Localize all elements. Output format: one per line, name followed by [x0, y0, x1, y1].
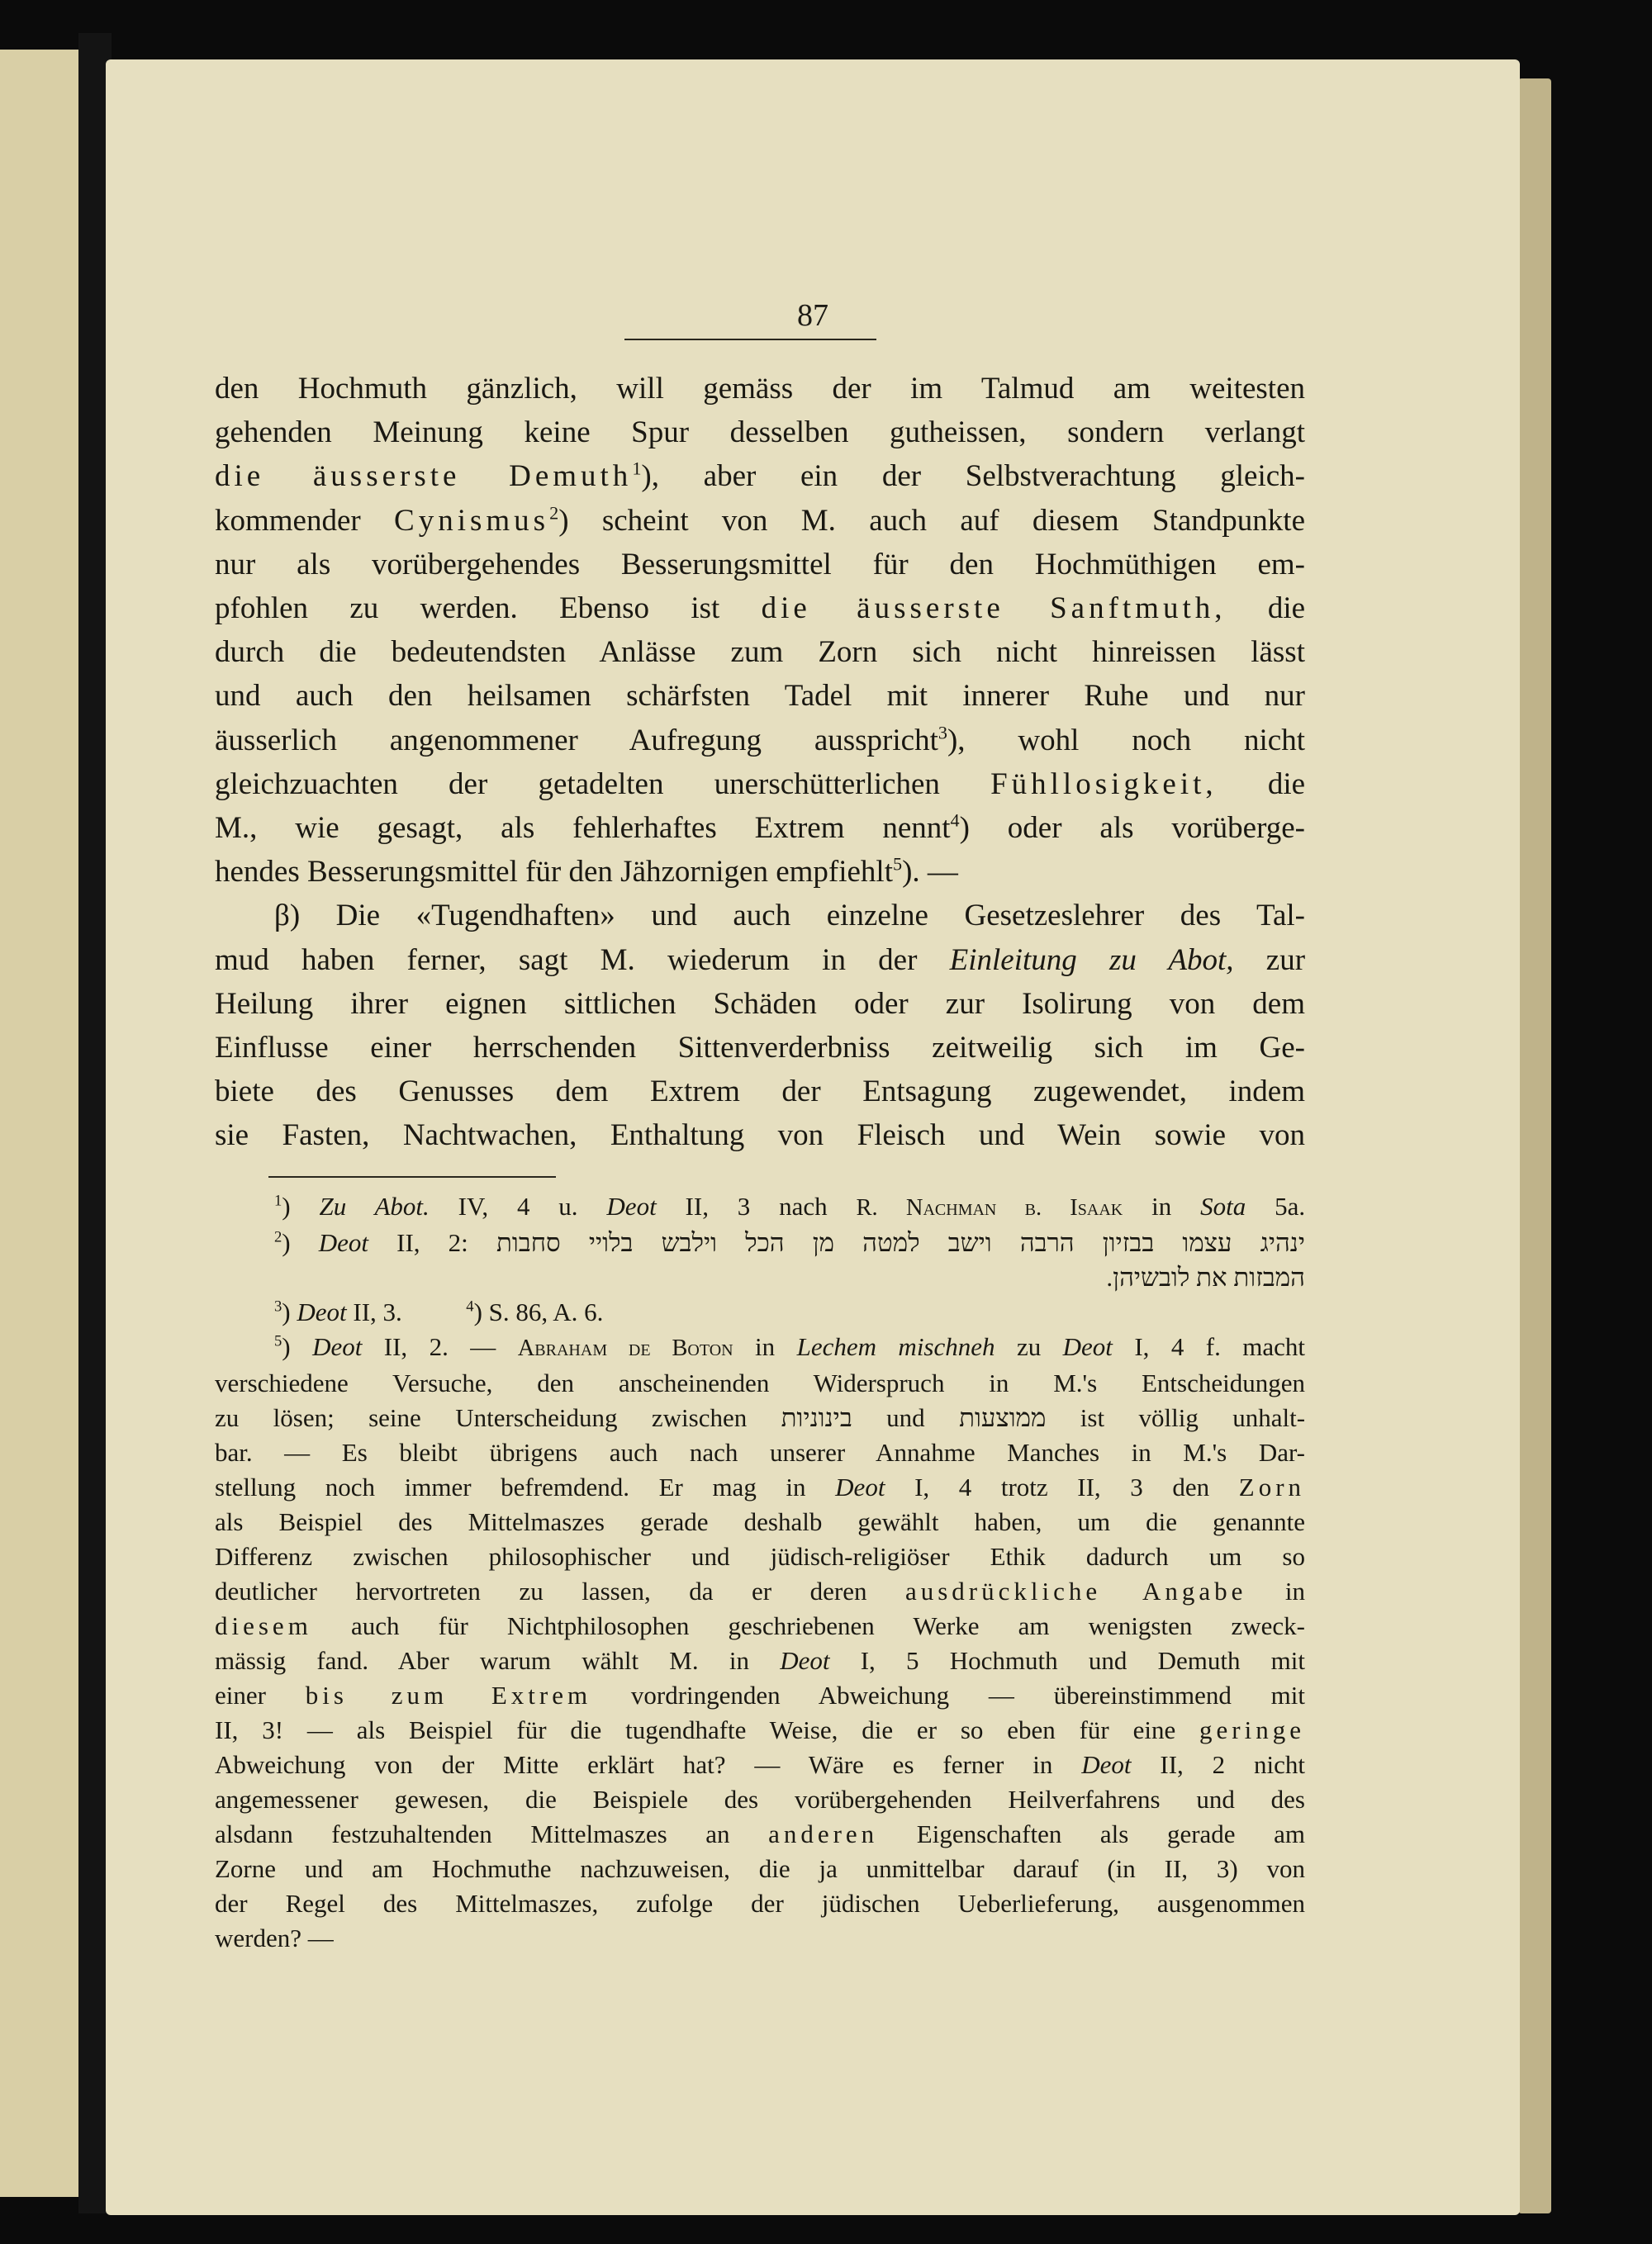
- footnote-5-line-4: bar. — Es bleibt übrigens auch nach unserer Annahme Manches in M.'s Dar-: [215, 1438, 1305, 1467]
- page-number: 87: [797, 298, 828, 333]
- body-line-8: und auch den heilsamen schärfsten Tadel mit innerer Ruhe und nur: [215, 679, 1305, 714]
- spaced-term: die äusserste Sanftmuth,: [761, 591, 1227, 626]
- footnote-5-line-6: als Beispiel des Mittelmaszes gerade deshalb gewählt haben, um die genannte: [215, 1507, 1305, 1536]
- body-text: [215, 367, 1305, 1158]
- body-line-1: den Hochmuth gänzlich, will gemäss der im Talmud am weitesten: [215, 372, 1305, 406]
- footnote-5-line-16: Zorne und am Hochmuthe nachzuweisen, die ja unmittelbar darauf (in II, 3) von: [215, 1854, 1305, 1883]
- hebrew-quote: המבזות את לובשיהן.: [1106, 1263, 1305, 1292]
- footnote-1: $^1$) Zu Abot. IV, 4 u. Deot II, 3 nach R. Nachman b. Isaak in Sota 5a.: [274, 1192, 1306, 1221]
- footnote-mark: 2: [274, 1228, 282, 1246]
- footnote-5-line-12: II, 3! — als Beispiel für die tugendhafte Weise, die er so eben für eine geringe: [215, 1715, 1306, 1744]
- footnote-5-line-3: zu lösen; seine Unterscheidung zwischen בינוניות und ממוצעות ist völlig unhalt-: [215, 1403, 1306, 1432]
- footnote-2-cont: [215, 1260, 1305, 1295]
- author-name: Abraham de Boton: [517, 1335, 733, 1361]
- body-line-7: durch die bedeutendsten Anlässe zum Zorn sich nicht hinreissen lässt: [215, 635, 1305, 670]
- body-line-16: Einflusse einer herrschenden Sittenverderbniss zeitweilig sich im Ge-: [215, 1031, 1305, 1065]
- body-line-10: gleichzuachten der getadelten unerschütterlichen Fühllosigkeit, die: [215, 766, 1306, 801]
- body-line-14: mud haben ferner, sagt M. wiederum in der Einleitung zu Abot, zur: [215, 942, 1306, 977]
- footnote-ref: 3: [938, 722, 947, 743]
- hebrew-term: בינוניות: [781, 1403, 852, 1432]
- spaced-term: ausdrückliche Angabe: [904, 1577, 1247, 1606]
- hebrew-term: ממוצעות: [959, 1403, 1047, 1432]
- footnote-mark: 3: [274, 1298, 282, 1316]
- footnote-3-4: $^3$) Deot II, 3. $^4$) S. 86, A. 6.: [274, 1298, 604, 1326]
- footnote-mark: 4: [466, 1298, 474, 1316]
- footnote-ref: 1: [632, 458, 642, 480]
- footnote-5-line-10: mässig fand. Aber warum wählt M. in Deot I, 5 Hochmuth und Demuth mit: [215, 1646, 1306, 1675]
- footnote-mark: 5: [274, 1332, 282, 1350]
- spaced-term: die äusserste Demuth: [215, 459, 633, 494]
- spaced-term: Zorn: [1238, 1473, 1306, 1502]
- spaced-term: Fühllosigkeit,: [990, 766, 1218, 801]
- footnote-5-line-8: deutlicher hervortreten zu lassen, da er deren ausdrückliche Angabe in: [215, 1577, 1305, 1606]
- footnote-5-line-15: alsdann festzuhaltenden Mittelmaszes an anderen Eigenschaften als gerade am: [215, 1819, 1305, 1848]
- footnote-5-line-9: diesem auch für Nichtphilosophen geschriebenen Werke am wenigsten zweck-: [215, 1611, 1306, 1640]
- body-line-4: kommender Cynismus$^2$) scheint von M. auch auf diesem Standpunkte: [215, 502, 1305, 538]
- author-name: R. Nachman b. Isaak: [856, 1195, 1123, 1221]
- body-line-9: äusserlich angenommener Aufregung ausspricht$^3$), wohl noch nicht: [215, 722, 1305, 757]
- body-line-2: gehenden Meinung keine Spur desselben gutheissen, sondern verlangt: [215, 415, 1305, 450]
- footnote-5-line-1: $^5$) Deot II, 2. — Abraham de Boton in Lechem mischneh zu Deot I, 4 f. macht: [274, 1332, 1306, 1361]
- footnote-ref: 5: [892, 853, 903, 875]
- spaced-term: diesem: [215, 1611, 312, 1640]
- body-line-13: β) Die «Tugendhaften» und auch einzelne Gesetzeslehrer des Tal-: [274, 899, 1305, 933]
- footnote-5-line-18: werden? —: [215, 1924, 334, 1952]
- body-line-11: M., wie gesagt, als fehlerhaftes Extrem nennt$^4$) oder als vorüberge-: [215, 809, 1305, 846]
- footnote-mark: 1: [274, 1192, 282, 1210]
- body-line-17: biete des Genusses dem Extrem der Entsagung zugewendet, indem: [215, 1075, 1305, 1109]
- footnote-5-line-2: verschiedene Versuche, den anscheinenden Widerspruch in M.'s Entscheidungen: [215, 1369, 1305, 1397]
- spaced-term: bis zum Extrem: [305, 1681, 592, 1710]
- book-page: [106, 59, 1520, 2215]
- work-title: Einleitung zu Abot,: [949, 942, 1234, 977]
- hebrew-quote: ינהיג עצמו בבזיון הרבה וישב למטה מן הכל וילבש בלויי סחבות: [496, 1228, 1306, 1257]
- body-line-5: nur als vorübergehendes Besserungsmittel für den Hochmüthigen em-: [215, 547, 1305, 581]
- page-number-rule: [624, 339, 876, 340]
- footnote-2: $^2$) Deot II, 2: ינהיג עצמו בבזיון הרבה וישב למטה מן הכל וילבש בלויי סחבות: [274, 1228, 1306, 1257]
- footnote-5-line-13: Abweichung von der Mitte erklärt hat? — Wäre es ferner in Deot II, 2 nicht: [215, 1750, 1305, 1779]
- body-line-6: pfohlen zu werden. Ebenso ist die äusserste Sanftmuth, die: [215, 591, 1306, 626]
- facing-page-edge: [0, 50, 78, 2197]
- spaced-term: Cynismus: [394, 503, 550, 538]
- body-line-12: hendes Besserungsmittel für den Jähzornigen empfiehlt$^5$). —: [215, 853, 958, 890]
- footnote-rule: [268, 1176, 556, 1178]
- body-line-15: Heilung ihrer eignen sittlichen Schäden oder zur Isolirung von dem: [215, 986, 1305, 1021]
- footnote-5-line-17: der Regel des Mittelmaszes, zufolge der jüdischen Ueberlieferung, ausgenommen: [215, 1889, 1305, 1918]
- body-line-18: sie Fasten, Nachtwachen, Enthaltung von Fleisch und Wein sowie von: [215, 1118, 1305, 1153]
- footnote-5-line-7: Differenz zwischen philosophischer und jüdisch-religiöser Ethik dadurch um so: [215, 1542, 1305, 1571]
- footnote-5-line-5: stellung noch immer befremdend. Er mag in Deot I, 4 trotz II, 3 den Zorn: [215, 1473, 1306, 1502]
- spaced-term: anderen: [768, 1819, 879, 1848]
- body-line-3: die äusserste Demuth$^1$), aber ein der Selbstverachtung gleich-: [215, 458, 1305, 494]
- spaced-term: geringe: [1199, 1715, 1306, 1744]
- footnote-ref: 2: [549, 502, 559, 524]
- page-edges: [1518, 78, 1551, 2213]
- footnote-5-line-11: einer bis zum Extrem vordringenden Abweichung — übereinstimmend mit: [215, 1681, 1306, 1710]
- footnote-5-line-14: angemessener gewesen, die Beispiele des vorübergehenden Heilverfahrens und des: [215, 1785, 1305, 1814]
- footnote-ref: 4: [950, 809, 960, 831]
- footnotes: [215, 1189, 1305, 1956]
